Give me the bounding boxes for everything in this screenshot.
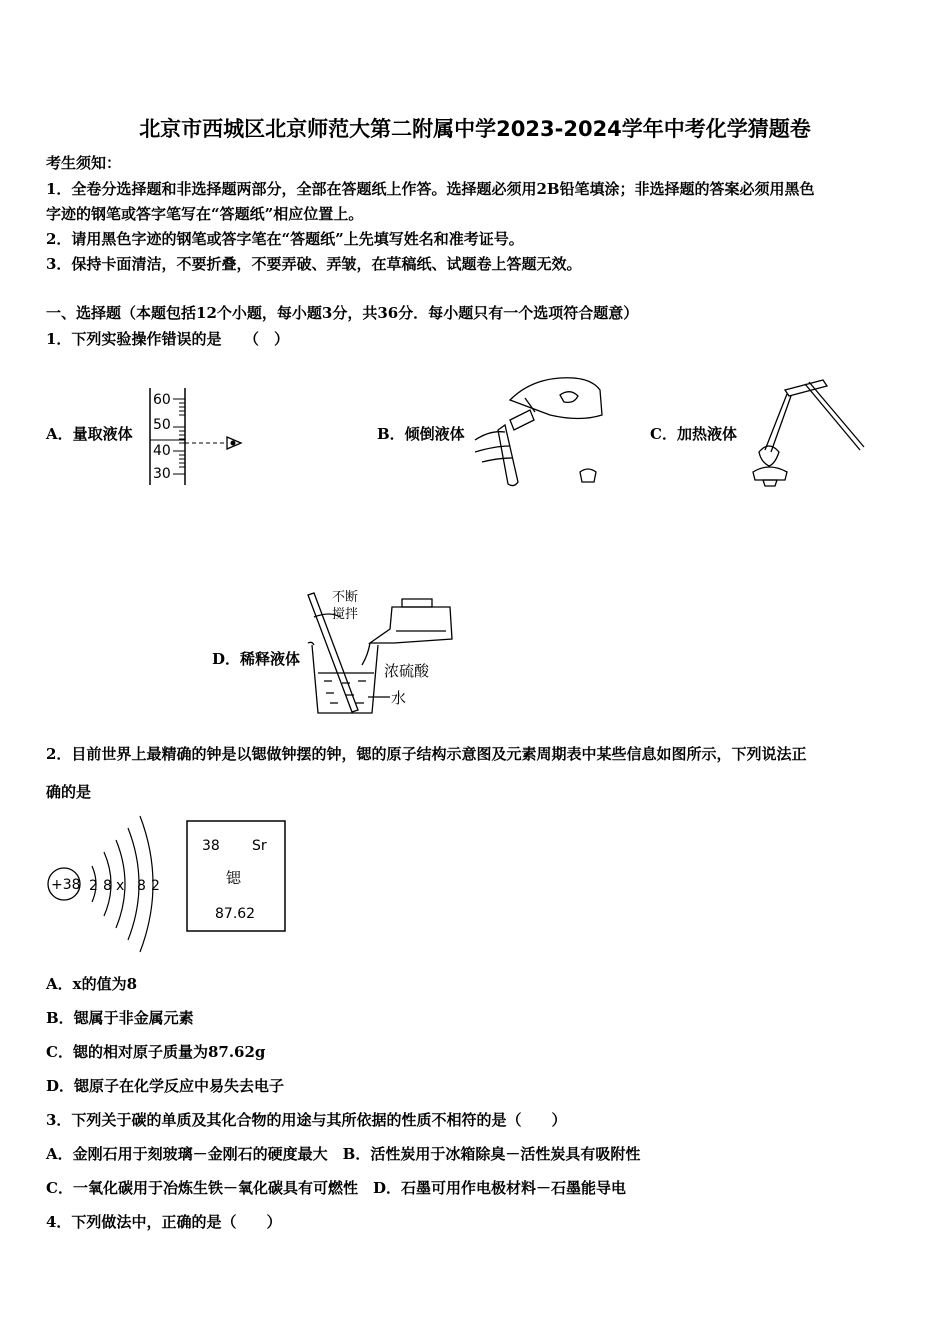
cylinder-tick-60: 60	[153, 392, 171, 408]
cylinder-tick-50: 50	[153, 417, 171, 433]
shell-5-electrons: 2	[151, 878, 160, 894]
pouring-liquid-figure	[470, 370, 610, 490]
q3-stem: 3．下列关于碳的单质及其化合物的用途与其所依据的性质不相符的是（ ）	[46, 1111, 567, 1129]
atomic-mass: 87.62	[215, 906, 256, 922]
q3-options-c-d: C．一氧化碳用于冶炼生铁－氧化碳具有可燃性 D．石墨可用作电极材料－石墨能导电	[46, 1179, 626, 1197]
q2-option-c: C．锶的相对原子质量为87.62g	[46, 1043, 266, 1061]
cylinder-tick-40: 40	[153, 443, 171, 459]
section-heading: 一、选择题（本题包括12个小题，每小题3分，共36分．每小题只有一个选项符合题意）	[46, 304, 639, 322]
diluting-acid-figure	[300, 585, 470, 720]
shell-1-electrons: 2	[89, 878, 98, 894]
q2-stem-line-2: 确的是	[46, 783, 92, 801]
notice-item-3: 3．保持卡面清洁，不要折叠，不要弄破、弄皱，在草稿纸、试题卷上答题无效。	[46, 255, 582, 273]
page-title: 北京市西城区北京师范大第二附属中学2023-2024学年中考化学猜题卷	[139, 117, 811, 141]
q2-option-d: D．锶原子在化学反应中易失去电子	[46, 1077, 285, 1095]
notice-item-2: 2．请用黑色字迹的钢笔或答字笔在“答题纸”上先填写姓名和准考证号。	[46, 230, 524, 248]
q4-stem: 4．下列做法中，正确的是（ ）	[46, 1213, 282, 1231]
measuring-cylinder-figure	[145, 385, 250, 490]
shell-2-electrons: 8	[103, 878, 112, 894]
q3-options-a-b: A．金刚石用于刻玻璃－金刚石的硬度最大 B．活性炭用于冰箱除臭－活性炭具有吸附性	[46, 1145, 641, 1163]
element-name: 锶	[226, 869, 242, 887]
q1-option-c-label: C．加热液体	[650, 425, 737, 443]
strontium-atom-structure-figure	[44, 810, 174, 960]
stir-label-line-1: 不断	[332, 590, 359, 605]
q2-option-a: A．x的值为8	[46, 975, 138, 993]
atomic-number: 38	[202, 838, 220, 854]
q1-stem: 1．下列实验操作错误的是 （ ）	[46, 330, 289, 348]
cylinder-tick-30: 30	[153, 466, 171, 482]
periodic-table-cell	[186, 820, 288, 933]
acid-label: 浓硫酸	[384, 662, 430, 680]
q2-stem-line-1: 2．目前世界上最精确的钟是以锶做钟摆的钟，锶的原子结构示意图及元素周期表中某些信息如图所示，下列说法正	[46, 745, 807, 763]
notice-item-1-line-1: 1．全卷分选择题和非选择题两部分，全部在答题纸上作答。选择题必须用2B铅笔填涂；非选择题的答案必须用黑色	[46, 180, 815, 198]
notice-item-1-line-2: 字迹的钢笔或答字笔写在“答题纸”相应位置上。	[46, 205, 364, 223]
water-label: 水	[391, 689, 407, 707]
nucleus-charge: +38	[51, 877, 81, 893]
heating-liquid-figure	[745, 372, 865, 492]
q2-option-b: B．锶属于非金属元素	[46, 1009, 194, 1027]
q1-option-b-label: B．倾倒液体	[377, 425, 465, 443]
stir-label-line-2: 搅拌	[332, 607, 359, 622]
shell-3-electrons: x	[116, 878, 125, 894]
element-symbol: Sr	[252, 838, 267, 854]
q1-option-a-label: A．量取液体	[46, 425, 133, 443]
shell-4-electrons: 8	[137, 878, 146, 894]
notice-heading: 考生须知：	[46, 154, 122, 172]
q1-option-d-label: D．稀释液体	[212, 650, 301, 668]
